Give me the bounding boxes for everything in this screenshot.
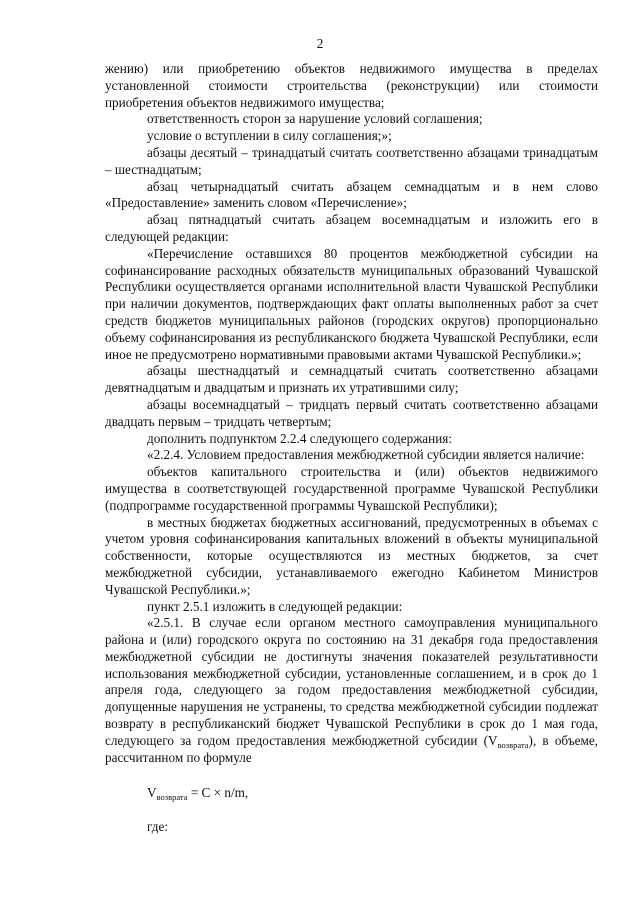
paragraph-6: абзац пятнадцатый считать абзацем восемнадцатым и изложить его в следующей редакции: <box>105 212 598 244</box>
paragraph-10: дополнить подпунктом 2.2.4 следующего содержания: <box>147 430 452 446</box>
document-body <box>105 61 598 766</box>
paragraph-15-text: «2.5.1. В случае если органом местного самоуправления муниципального района и (или) городского округа по состоянию на 31 декабря года предоставления межбюджетной субсидии не достигнуты значения показателей результативности использования межбюджетной субсидии, установленные соглашением, и в срок до 1 апреля года, следующего за годом предоставления межбюджетной субсидии, допущенные нарушения не устранены, то средства межбюджетной субсидии подлежат возврату в республиканский бюджет Чувашской Республики в срок до 1 мая года, следующего за годом предоставления межбюджетной субсидии (V <box>105 615 598 748</box>
formula-lhs: V <box>147 785 157 800</box>
paragraph-4: абзацы десятый – тринадцатый считать соответственно абзацами тринадцатым – шестнадцатым; <box>105 144 598 177</box>
paragraph-13: в местных бюджетах бюджетных ассигнований, предусмотренных в объемах с учетом уровня софинансирования капитальных вложений в объекты муниципальной собственности, которые осуществляются из местных бюджетов, за счет межбюджетной субсидии, устанавливаемого ежегодно Кабинетом Министров Чувашской Республики.»; <box>105 514 598 597</box>
formula <box>147 785 248 802</box>
paragraph-5: абзац четырнадцатый считать абзацем семнадцатым и в нем слово «Предоставление» заменить словом «Перечисление»; <box>105 178 598 211</box>
paragraph-15 <box>105 615 598 766</box>
paragraph-1: жению) или приобретению объектов недвижимого имущества в пределах установленной стоимости строительства (реконструкции) или стоимости приобретения объектов недвижимого имущества; <box>105 61 598 110</box>
formula-rhs: = C × n/m, <box>187 785 249 800</box>
paragraph-8: абзацы шестнадцатый и семнадцатый считать соответственно абзацами девятнадцатым и двадцатым и признать их утратившими силу; <box>105 363 598 396</box>
page-number: 2 <box>316 36 324 51</box>
paragraph-11: «2.2.4. Условием предоставления межбюджетной субсидии является наличие: <box>147 447 585 463</box>
where-label: где: <box>147 819 168 834</box>
paragraph-7: «Перечисление оставшихся 80 процентов межбюджетной субсидии на софинансирование расходных обязательств муниципальных образований Чувашской Республики осуществляется органами исполнительной власти Чувашской Республики при наличии документов, подтверждающих факт оплаты выполненных работ за счет средств бюджетов муниципальных районов (городских округов) пропорционально объему софинансирования из республиканского бюджета Чувашской Республики, если иное не предусмотрено нормативными правовыми актами Чувашской Республики.»; <box>105 245 598 362</box>
paragraph-15-tail: ), в объеме, рассчитанном по формуле <box>105 732 598 765</box>
paragraph-14: пункт 2.5.1 изложить в следующей редакции: <box>147 598 403 614</box>
paragraph-3: условие о вступлении в силу соглашения;»; <box>147 128 392 144</box>
paragraph-12: объектов капитального строительства и (или) объектов недвижимого имущества в соответствующей государственной программе Чувашской Республики (подпрограмме государственной программы Чувашской Республики); <box>105 464 598 513</box>
paragraph-2: ответственность сторон за нарушение условий соглашения; <box>147 111 483 127</box>
paragraph-9: абзацы восемнадцатый – тридцать первый считать соответственно абзацами двадцать первым – тридцать четвертым; <box>105 396 598 429</box>
formula-subscript: возврата <box>156 792 188 802</box>
paragraph-15-subscript: возврата <box>497 739 529 750</box>
